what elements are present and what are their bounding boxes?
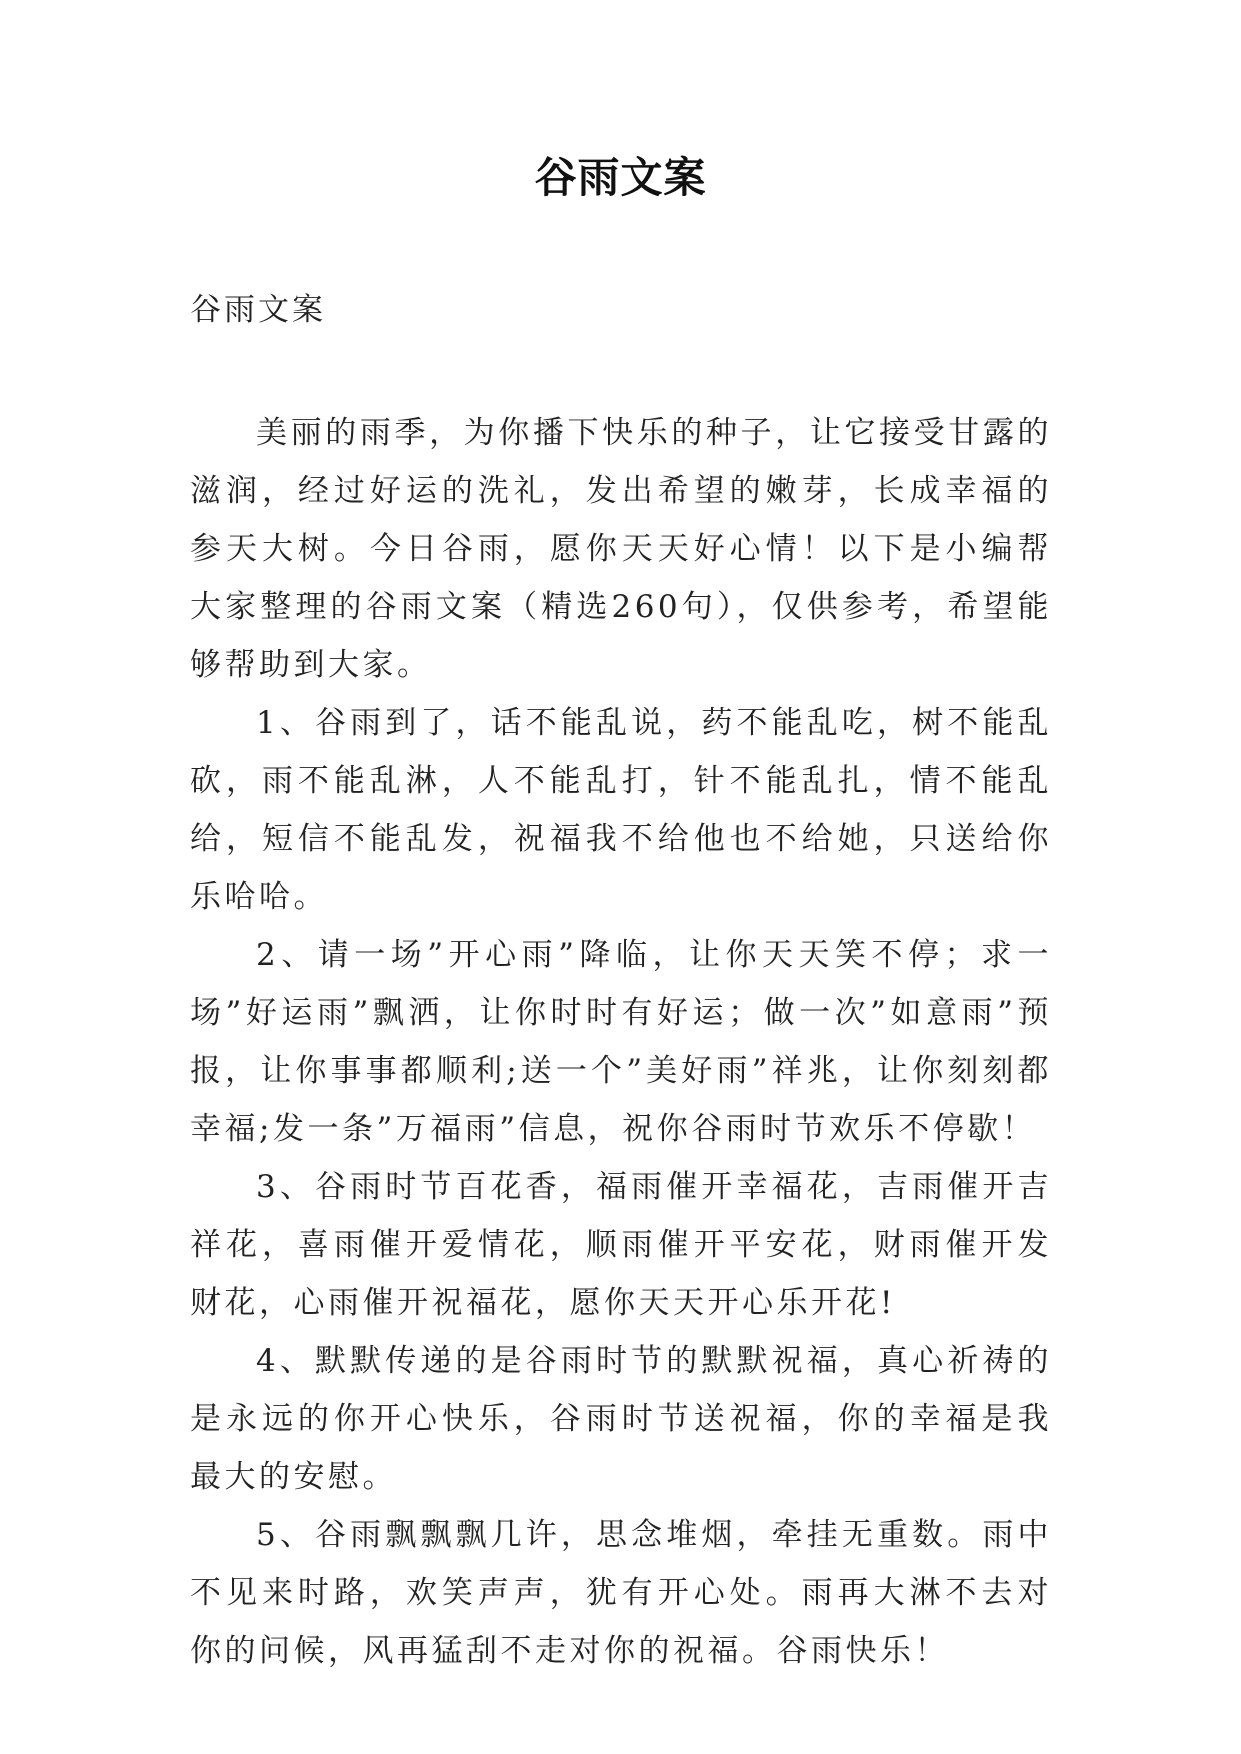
document-title: 谷雨文案 [534, 153, 707, 202]
document-body [190, 404, 1052, 1680]
item-paragraph-1: 1、谷雨到了，话不能乱说，药不能乱吃，树不能乱砍，雨不能乱淋，人不能乱打，针不能乱扎，情不能乱给，短信不能乱发，祝福我不给他也不给她，只送给你乐哈哈。 [190, 705, 1052, 915]
item-paragraph-4: 4、默默传递的是谷雨时节的默默祝福，真心祈祷的是永远的你开心快乐，谷雨时节送祝福，你的幸福是我最大的安慰。 [190, 1343, 1052, 1495]
item-paragraph-5: 5、谷雨飘飘飘几许，思念堆烟，牵挂无重数。雨中不见来时路，欢笑声声，犹有开心处。雨再大淋不去对你的问候，风再猛刮不走对你的祝福。谷雨快乐！ [190, 1517, 1052, 1669]
document-subtitle: 谷雨文案 [190, 292, 326, 328]
item-paragraph-3: 3、谷雨时节百花香，福雨催开幸福花，吉雨催开吉祥花，喜雨催开爱情花，顺雨催开平安花，财雨催开发财花，心雨催开祝福花，愿你天天开心乐开花! [190, 1169, 1052, 1321]
item-paragraph-2: 2、请一场”开心雨”降临，让你天天笑不停；求一场”好运雨”飘洒，让你时时有好运；做一次”如意雨”预报，让你事事都顺利;送一个”美好雨”祥兆，让你刻刻都幸福;发一条”万福雨”信息，祝你谷雨时节欢乐不停歇！ [190, 937, 1052, 1147]
intro-paragraph: 美丽的雨季，为你播下快乐的种子，让它接受甘露的滋润，经过好运的洗礼，发出希望的嫩芽，长成幸福的参天大树。今日谷雨，愿你天天好心情！以下是小编帮大家整理的谷雨文案（精选260句），仅供参考，希望能够帮助到大家。 [190, 415, 1052, 683]
